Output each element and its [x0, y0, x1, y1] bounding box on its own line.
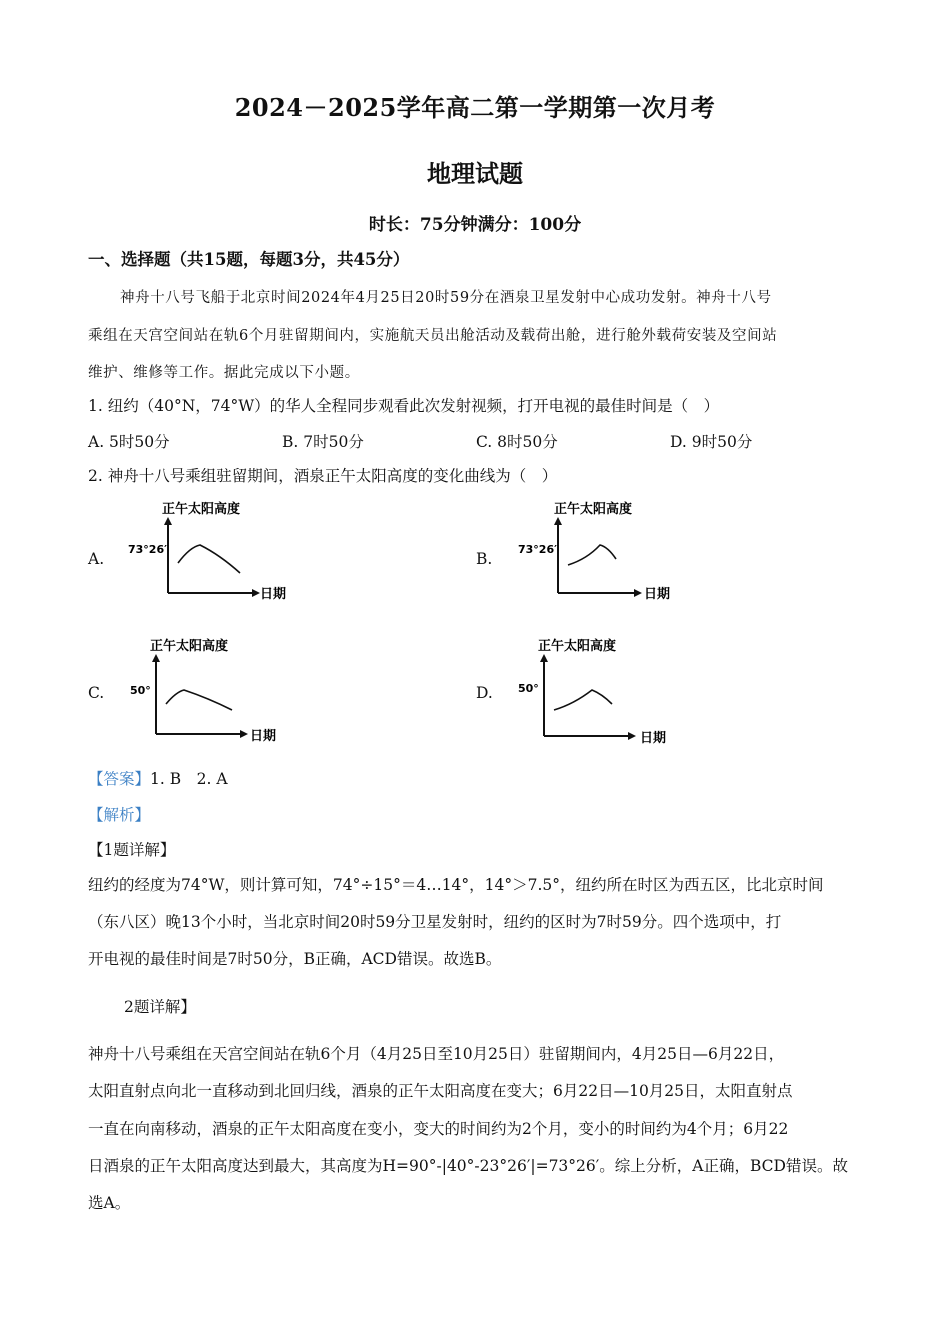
graph-a — [120, 495, 300, 610]
exam-title: 2024－2025学年高二第一学期第一次月考 — [234, 93, 716, 122]
graph-b-yvalue: 73°26′ — [518, 543, 558, 556]
graph-b-ylabel: 正午太阳高度 — [554, 502, 633, 517]
graph-d-yvalue: 50° — [518, 682, 539, 695]
graph-c-ylabel: 正午太阳高度 — [150, 639, 229, 654]
graph-c-y-arrow — [152, 654, 160, 662]
graph-b-xlabel: 日期 — [644, 587, 671, 602]
detail-2-line-4: 日酒泉的正午太阳高度达到最大，其高度为H=90°-|40°-23°26′|=73°26′。综上分析，A正确，BCD错误。故 — [88, 1157, 848, 1175]
detail-2-line-3: 一直在向南移动，酒泉的正午太阳高度在变小，变大的时间约为2个月，变小的时间约为4个月；6月22 — [88, 1120, 789, 1138]
graph-d-y-arrow — [540, 654, 548, 662]
answer-tag: 【答案】 — [88, 770, 151, 788]
q1-option-b: B. 7时50分 — [282, 433, 364, 451]
graph-d-x-arrow — [628, 732, 636, 740]
detail-2-heading: 2题详解】 — [124, 998, 196, 1016]
analysis-tag: 【解析】 — [88, 806, 151, 824]
graph-a-yvalue: 73°26′ — [128, 543, 168, 556]
question-1-stem: 1. 纽约（40°N，74°W）的华人全程同步观看此次发射视频，打开电视的最佳时间是（ ） — [88, 397, 720, 415]
passage-line-3: 维护、维修等工作。据此完成以下小题。 — [88, 365, 360, 381]
question-2-stem: 2. 神舟十八号乘组驻留期间，酒泉正午太阳高度的变化曲线为（ ） — [88, 467, 558, 485]
graph-b-curve — [568, 545, 616, 565]
subject-title: 地理试题 — [427, 159, 523, 188]
detail-1-line-1: 纽约的经度为74°W，则计算可知，74°÷15°＝4…14°，14°＞7.5°，纽约所在时区为西五区，比北京时间 — [88, 876, 824, 894]
answer-line — [88, 767, 228, 789]
graph-c-yvalue: 50° — [130, 684, 151, 697]
section-heading: 一、选择题（共15题，每题3分，共45分） — [88, 250, 410, 269]
graph-a-y-arrow — [164, 517, 172, 525]
graph-c-xlabel: 日期 — [250, 729, 277, 744]
graph-c-x-arrow — [240, 730, 248, 738]
detail-1-line-3: 开电视的最佳时间是7时50分，B正确，ACD错误。故选B。 — [88, 950, 502, 968]
q1-option-a: A. 5时50分 — [88, 433, 170, 451]
graph-d-curve — [554, 690, 612, 710]
detail-1-heading: 【1题详解】 — [88, 841, 176, 859]
passage-line-2: 乘组在天宫空间站在轨6个月驻留期间内，实施航天员出舱活动及载荷出舱，进行舱外载荷安装及空间站 — [88, 328, 778, 344]
graph-a-ylabel: 正午太阳高度 — [162, 502, 241, 517]
graph-d-ylabel: 正午太阳高度 — [538, 639, 617, 654]
graph-b-x-arrow — [634, 589, 642, 597]
graph-a-curve — [178, 545, 240, 573]
detail-2-line-1: 神舟十八号乘组在天宫空间站在轨6个月（4月25日至10月25日）驻留期间内，4月25日—6月22日， — [88, 1045, 785, 1063]
graph-d — [512, 630, 692, 748]
graph-b — [512, 495, 692, 610]
graph-d-label: D. — [476, 684, 493, 702]
graph-c-curve — [166, 690, 232, 710]
graph-a-label: A. — [88, 550, 105, 568]
answer-text: 1. B 2. A — [150, 770, 228, 788]
graph-d-xlabel: 日期 — [640, 731, 667, 746]
passage-line-1: 神舟十八号飞船于北京时间2024年4月25日20时59分在酒泉卫星发射中心成功发射。神舟十八号 — [120, 290, 772, 306]
q1-option-d: D. 9时50分 — [670, 433, 753, 451]
graph-a-xlabel: 日期 — [260, 587, 287, 602]
graph-c — [120, 630, 300, 748]
detail-1-line-2: （东八区）晚13个小时，当北京时间20时59分卫星发射时，纽约的区时为7时59分。四个选项中，打 — [88, 913, 782, 931]
graph-b-y-arrow — [554, 517, 562, 525]
q1-option-c: C. 8时50分 — [476, 433, 558, 451]
exam-meta: 时长：75分钟满分：100分 — [368, 215, 582, 235]
graph-a-x-arrow — [252, 589, 260, 597]
detail-2-line-5: 选A。 — [88, 1194, 131, 1212]
detail-2-line-2: 太阳直射点向北一直移动到北回归线，酒泉的正午太阳高度在变大；6月22日—10月25日，太阳直射点 — [88, 1082, 793, 1100]
graph-c-label: C. — [88, 684, 105, 702]
graph-b-label: B. — [476, 550, 493, 568]
